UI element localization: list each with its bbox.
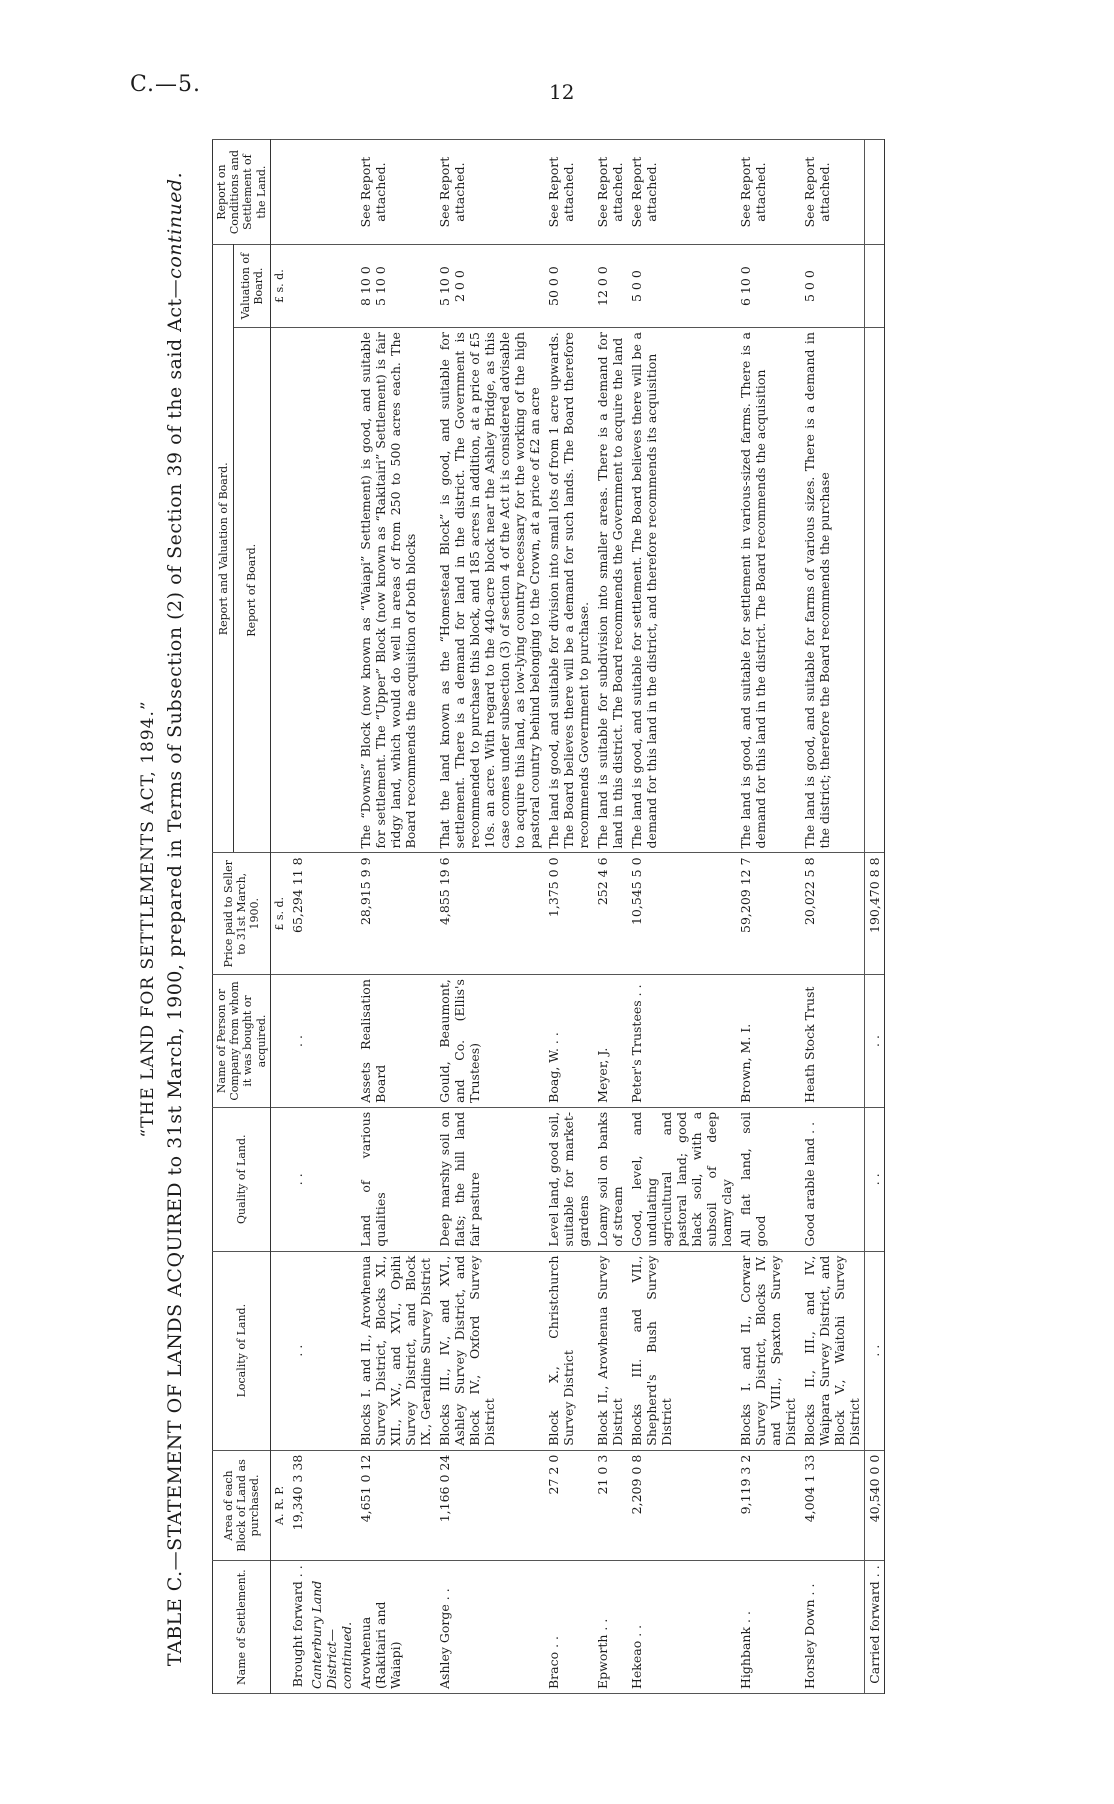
row-valuation: 12 0 0: [593, 245, 627, 328]
row-price: 4,855 19 6: [435, 853, 544, 975]
row-report: The land is suitable for subdivision into smaller areas. There is a demand for land in this district. The Board recommends the Government to acquire the land: [593, 328, 627, 853]
row-quality: Level land, good soil, suitable for market-gardens: [544, 1107, 593, 1251]
table-row: [593, 140, 627, 1694]
row-area: 1,166 0 24: [435, 1450, 544, 1561]
table-row: [627, 140, 736, 1694]
row-locality: . .: [864, 1251, 884, 1450]
row-report: [864, 328, 884, 853]
row-valuation: [864, 245, 884, 328]
settlements-table: [212, 139, 885, 1694]
header-quality: Quality of Land.: [213, 1107, 271, 1251]
row-conditions: [864, 140, 884, 245]
row-locality: Blocks I. and II., Corwar Survey District, Blocks IV. and VIII., Spaxton Survey District: [736, 1251, 800, 1450]
row-conditions: See Report attached.: [435, 140, 544, 245]
area-units: A. R. P.: [270, 1450, 288, 1561]
row-quality: Deep marshy soil on flats; the hill land fair pasture: [435, 1107, 544, 1251]
table-row: [800, 140, 865, 1694]
row-locality: . .: [288, 1251, 307, 1450]
row-person: Peter's Trustees . .: [627, 975, 736, 1108]
row-area: 27 2 0: [544, 1450, 593, 1561]
row-area: 4,004 1 33: [800, 1450, 865, 1561]
header-locality: Locality of Land.: [213, 1251, 271, 1450]
row-price: 28,915 9 9: [356, 853, 435, 975]
row-conditions: See Report attached.: [544, 140, 593, 245]
row-price: 190,470 8 8: [864, 853, 884, 975]
row-person: Brown, M. I.: [736, 975, 800, 1108]
row-name: Ashley Gorge . .: [435, 1561, 544, 1694]
header-report-board: Report of Board.: [234, 328, 271, 853]
row-report: [288, 328, 307, 853]
table-title-continued: continued.: [164, 171, 186, 279]
row-valuation: 5 10 0 2 0 0: [435, 245, 544, 328]
row-valuation: 8 10 0 5 10 0: [356, 245, 435, 328]
row-quality: Good, level, and undulating agricultural and pastoral land; good black soil, with a subsoil of deep loamy clay: [627, 1107, 736, 1251]
row-report: The land is good, and suitable for settlement. The Board believes there will be a demand for this land in the district, and therefore recommends its acquisition: [627, 328, 736, 853]
act-title: “THE LAND FOR SETTLEMENTS ACT, 1894.”: [138, 700, 158, 1138]
row-person: Gould, Beaumont, and Co. (Ellis's Trustees): [435, 975, 544, 1108]
row-name: Canterbury Land District—continued.: [307, 1561, 356, 1694]
header-person: Name of Person or Company from whom it was bought or acquired.: [213, 975, 271, 1108]
row-name: Arowhenua (Rakitairi and Waiapi): [356, 1561, 435, 1694]
row-locality: Block II., Arowhenua Survey District: [593, 1251, 627, 1450]
row-locality: Blocks III. and VII., Shepherd's Bush Survey District: [627, 1251, 736, 1450]
table-row: [736, 140, 800, 1694]
row-name: Brought forward . .: [288, 1561, 307, 1694]
table-row: [435, 140, 544, 1694]
page-code: C.—5.: [130, 72, 202, 97]
row-area: 40,540 0 0: [864, 1450, 884, 1561]
row-name: Epworth . .: [593, 1561, 627, 1694]
row-area: 2,209 0 8: [627, 1450, 736, 1561]
row-price: 10,545 5 0: [627, 853, 736, 975]
table-title: [164, 124, 186, 1714]
row-name: Highbank . .: [736, 1561, 800, 1694]
header-valuation: Valuation of Board.: [234, 245, 271, 328]
header-area: Area of each Block of Land as purchased.: [213, 1450, 271, 1561]
row-quality: Good arable land . .: [800, 1107, 865, 1251]
units-row: [270, 140, 288, 1694]
table-row: [544, 140, 593, 1694]
row-locality: Blocks II., III., and IV., Waipara Survey District, and Block V., Waitohi Survey District: [800, 1251, 865, 1450]
row-price: 59,209 12 7: [736, 853, 800, 975]
table-body: [270, 140, 884, 1694]
row-area: 21 0 3: [593, 1450, 627, 1561]
row-person: . .: [288, 975, 307, 1108]
row-price: 1,375 0 0: [544, 853, 593, 975]
row-quality: Land of various qualities: [356, 1107, 435, 1251]
row-area: 19,340 3 38: [288, 1450, 307, 1561]
row-valuation: [288, 245, 307, 328]
row-report: That the land known as the “Homestead Block” is good, and suitable for settlement. There is a demand for land in the district. The Government is recommended to purchase this block, and 185 acres in addition, at a price of £5 10s. an acre. With regard to the 440-acre block near the Ashley Bridge, as this case comes under subsection (3) of section 4 of the Act it is considered advisable to acquire this land, as low-lying country necessary for the working of the high pastoral country behind belonging to the Crown, at a price of £2 an acre: [435, 328, 544, 853]
header-report-group: Report and Valuation of Board.: [213, 245, 234, 853]
row-price: 252 4 6: [593, 853, 627, 975]
row-conditions: See Report attached.: [356, 140, 435, 245]
row-conditions: See Report attached.: [593, 140, 627, 245]
row-person: Boag, W. . .: [544, 975, 593, 1108]
row-price: 65,294 11 8: [288, 853, 307, 975]
header-name: Name of Settlement.: [213, 1561, 271, 1694]
rotated-table-sheet: [130, 124, 1070, 1714]
table-row: [307, 140, 356, 1694]
row-person: . .: [864, 975, 884, 1108]
price-units: £ s. d.: [270, 853, 288, 975]
row-name: Braco . .: [544, 1561, 593, 1694]
row-name: Carried forward . .: [864, 1561, 884, 1694]
row-conditions: See Report attached.: [736, 140, 800, 245]
row-quality: Loamy soil on banks of stream: [593, 1107, 627, 1251]
row-locality: Blocks III., IV., and XVI., Ashley Survey District, and Block IV., Oxford Survey District: [435, 1251, 544, 1450]
row-valuation: 5 0 0: [627, 245, 736, 328]
row-quality: . .: [864, 1107, 884, 1251]
row-valuation: 5 0 0: [800, 245, 865, 328]
row-conditions: See Report attached.: [627, 140, 736, 245]
header-conditions: Report on Conditions and Settlement of the Land.: [213, 140, 271, 245]
table-row: [288, 140, 307, 1694]
row-name: Horsley Down . .: [800, 1561, 865, 1694]
row-report: The land is good, and suitable for division into small lots of from 1 acre upwards. The Board believes there will be a demand for such lands. The Board therefore recommends Government to purchase.: [544, 328, 593, 853]
row-report: The land is good, and suitable for farms of various sizes. There is a demand in the district; therefore the Board recommends the purchase: [800, 328, 865, 853]
row-name: Hekeao . .: [627, 1561, 736, 1694]
row-conditions: See Report attached.: [800, 140, 865, 245]
row-person: Meyer, J.: [593, 975, 627, 1108]
row-area: 4,651 0 12: [356, 1450, 435, 1561]
row-valuation: 50 0 0: [544, 245, 593, 328]
row-quality: All flat land, soil good: [736, 1107, 800, 1251]
page-number: 12: [549, 80, 575, 104]
header-price: Price paid to Seller to 31st March, 1900.: [213, 853, 271, 975]
row-valuation: 6 10 0: [736, 245, 800, 328]
row-conditions: [288, 140, 307, 245]
row-price: 20,022 5 8: [800, 853, 865, 975]
row-person: Assets Realisation Board: [356, 975, 435, 1108]
row-report: The land is good, and suitable for settlement in various-sized farms. There is a demand for this land in the district. The Board recommends the acquisition: [736, 328, 800, 853]
row-locality: Blocks I. and II., Arowhenua Survey District, Blocks XI., XII., XV., and XVI., Opihi Survey District, and Block IX., Geraldine Survey District: [356, 1251, 435, 1450]
row-report: The “Downs” Block (now known as “Waiapi” Settlement) is good, and suitable for settlement. The “Upper” Block (now known as “Rakitairi” Settlement) is fair ridgy land, which would do well in areas of from 250 to 500 acres each. The Board recommends the acquisition of both blocks: [356, 328, 435, 853]
table-row: [356, 140, 435, 1694]
row-person: Heath Stock Trust: [800, 975, 865, 1108]
row-quality: . .: [288, 1107, 307, 1251]
row-locality: Block X., Christchurch Survey District: [544, 1251, 593, 1450]
row-area: 9,119 3 2: [736, 1450, 800, 1561]
table-row-total: [864, 140, 884, 1694]
valuation-units: £ s. d.: [270, 245, 288, 328]
table-title-text: TABLE C.—STATEMENT OF LANDS ACQUIRED to 31st March, 1900, prepared in Terms of Subsection (2) of Section 39 of the said Act—: [164, 278, 186, 1667]
